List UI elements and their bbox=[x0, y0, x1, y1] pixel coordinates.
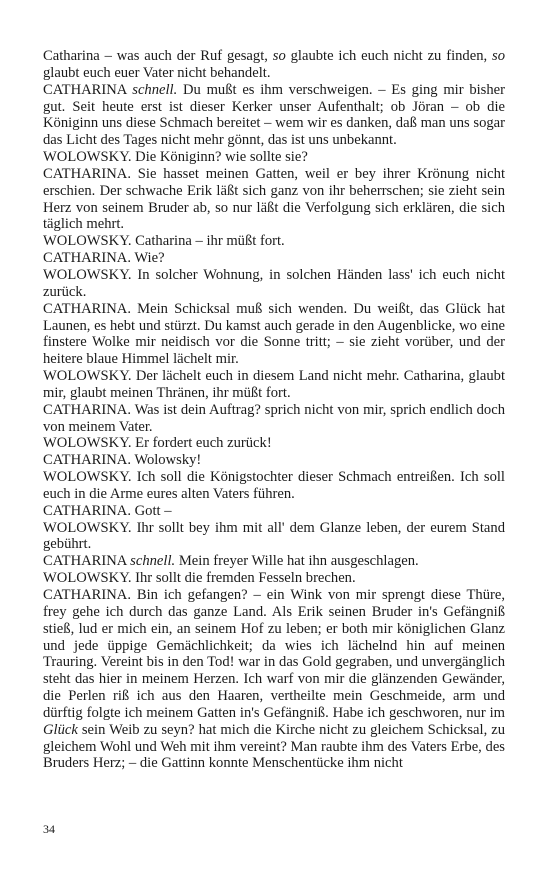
text-paragraph bbox=[43, 553, 505, 570]
italic-run: so bbox=[492, 48, 505, 64]
text-paragraph bbox=[43, 82, 505, 149]
text-run: CATHARINA. Wolowsky! bbox=[43, 452, 202, 469]
text-run: CATHARINA. Bin ich gefangen? – ein Wink von mir sprengt diese Thüre, frey gehe ich durch das ganze Land. Als Erik seinen Bruder in's Gefängniß stieß, lud er mich ein, an seinem Hof zu leben; er both mir königlichen Glanz und jede üppige Gemächlichkeit; da wies ich lächelnd hin auf meinen Trauring. Vereint bis in den Tod! war in das Gold gegraben, und unvergänglich steht das hier in meinem Herzen. Ich warf von mir die glänzenden Gewänder, die Perlen riß ich aus den Haaren, vertheilte mein Geschmeide, arm und dürftig folgte ich meinem Gatten in's Gefängniß. Habe ich geschworen, nur im bbox=[43, 587, 505, 721]
text-run: WOLOWSKY. In solcher Wohnung, in solchen Händen lass' ich euch nicht zurück. bbox=[43, 266, 505, 300]
italic-run: schnell. bbox=[130, 553, 176, 570]
text-run: CATHARINA. Sie hasset meinen Gatten, weil er bey ihrer Krönung nicht erschien. Der schwache Erik läßt sich ganz von ihr beherrschen; sie zieht sein Herz von seinem Bruder ab, so nur läßt die Verfolgung sich erklären, die sich täglich mehrt. bbox=[43, 165, 505, 233]
text-paragraph bbox=[43, 267, 505, 301]
text-run: Du mußt es ihm verschweigen. – Es ging mir bisher gut. Seit heute erst ist dieser Kerker unser Aufenthalt; ob Jöran – ob die Königinn uns diese Schmach bereitet – wem wir es danken, daß man uns sogar das Licht des Tages nicht mehr gönnt, das ist uns unbekannt. bbox=[43, 81, 505, 149]
page-number: 34 bbox=[43, 822, 55, 836]
text-run: Mein freyer Wille hat ihn ausgeschlagen. bbox=[175, 553, 419, 570]
text-paragraph bbox=[43, 166, 505, 233]
text-paragraph bbox=[43, 48, 505, 82]
text-run: WOLOWSKY. Der lächelt euch in diesem Land nicht mehr. Catharina, glaubt mir, glaubt meinen Thränen, ihr müßt fort. bbox=[43, 368, 505, 401]
page-body bbox=[43, 48, 505, 772]
text-run: Catharina – was auch der Ruf gesagt, bbox=[43, 48, 273, 64]
text-paragraph bbox=[43, 250, 505, 267]
italic-run: schnell. bbox=[132, 81, 178, 98]
text-run: CATHARINA. Was ist dein Auftrag? sprich nicht von mir, sprich endlich doch von meinem Vater. bbox=[43, 401, 505, 435]
text-run: CATHARINA. Gott – bbox=[43, 502, 172, 519]
text-paragraph bbox=[43, 402, 505, 436]
text-paragraph bbox=[43, 368, 505, 402]
text-run: glaubt euch euer Vater nicht behandelt. bbox=[43, 64, 271, 81]
text-paragraph bbox=[43, 469, 505, 503]
text-run: WOLOWSKY. Ich soll die Königstochter dieser Schmach entreißen. Ich soll euch in die Arme eures alten Vaters führen. bbox=[43, 469, 505, 502]
text-run: CATHARINA bbox=[43, 553, 131, 570]
italic-run: so bbox=[272, 48, 286, 64]
text-run: sein Weib zu seyn? hat mich die Kirche nicht zu gleichem Schicksal, zu gleichem Wohl und Weh mit ihm vereint? Man raubte ihm des Vaters Erbe, des Bruders Herz; – die Gattinn konnte Menschentücke ihm nicht bbox=[43, 721, 505, 772]
italic-run: Glück bbox=[43, 721, 78, 738]
text-paragraph bbox=[43, 301, 505, 368]
text-paragraph bbox=[43, 233, 505, 250]
text-run: CATHARINA. Wie? bbox=[43, 250, 165, 267]
text-run: CATHARINA bbox=[43, 81, 133, 98]
text-run: WOLOWSKY. Die Königinn? wie sollte sie? bbox=[43, 149, 308, 166]
text-paragraph bbox=[43, 503, 505, 520]
text-run: WOLOWSKY. Ihr sollt bey ihm mit all' dem Glanze leben, der eurem Stand gebührt. bbox=[43, 519, 505, 553]
text-run: WOLOWSKY. Er fordert euch zurück! bbox=[43, 435, 272, 452]
text-paragraph bbox=[43, 570, 505, 587]
text-run: glaubte ich euch nicht zu finden, bbox=[285, 48, 493, 64]
text-paragraph bbox=[43, 452, 505, 469]
text-run: WOLOWSKY. Ihr sollt die fremden Fesseln brechen. bbox=[43, 570, 356, 587]
text-paragraph bbox=[43, 587, 505, 772]
text-run: CATHARINA. Mein Schicksal muß sich wenden. Du weißt, das Glück hat Launen, es hebt und stürzt. Du kamst auch gerade in den Augenblicke, wo eine finstere Wolke mir neidisch vor die Sonne tritt; – sie zieht vorüber, und der heitere blaue Himmel lächelt mir. bbox=[43, 300, 505, 368]
text-paragraph bbox=[43, 149, 505, 166]
text-run: WOLOWSKY. Catharina – ihr müßt fort. bbox=[43, 233, 285, 250]
text-paragraph bbox=[43, 520, 505, 554]
text-paragraph bbox=[43, 435, 505, 452]
